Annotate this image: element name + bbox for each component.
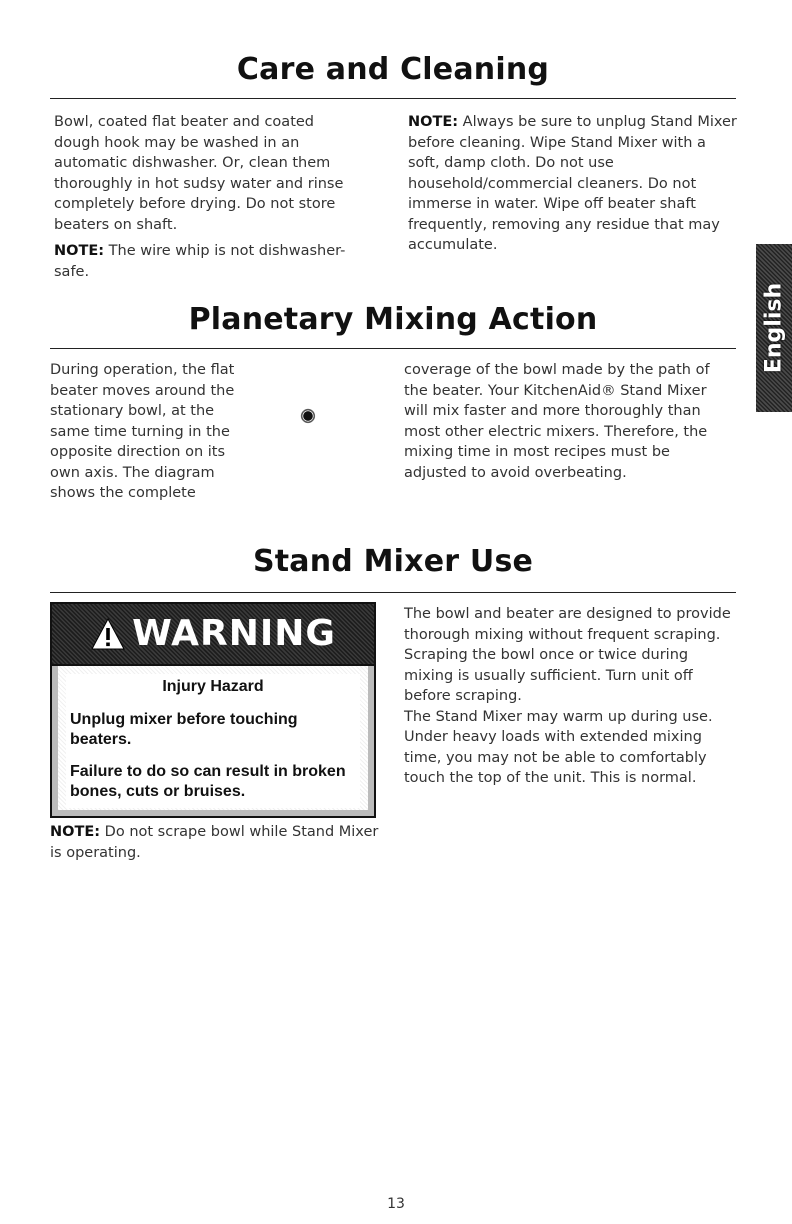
warning-header [52, 604, 374, 666]
mixer-use-paragraph-warmth: The Stand Mixer may warm up during use. Under heavy loads with extended mixing time, you may not be able to comfortably touch the top of the unit. This is normal. [404, 708, 713, 786]
planetary-rule [50, 348, 736, 349]
care-cleaning-whip-note [54, 241, 354, 282]
mixer-use-right-column [404, 604, 738, 789]
note-text: Do not scrape bowl while Stand Mixer is operating. [50, 824, 379, 861]
language-tab-label: English [761, 282, 787, 374]
care-cleaning-left-column [54, 112, 354, 282]
note-text: Always be sure to unplug Stand Mixer before cleaning. Wipe Stand Mixer with a soft, damp cloth. Do not use household/commercial cleaners. Do not immerse in water. Wipe off beater shaft frequently, removing any residue that may accumulate. [408, 114, 737, 253]
care-cleaning-paragraph: Bowl, coated flat beater and coated dough hook may be washed in an automatic dishwasher. Or, clean them thoroughly in hot sudsy water and rinse completely before drying. Do not store beaters on shaft. [54, 114, 344, 233]
warning-triangle-icon [90, 617, 126, 651]
mixer-use-title: Stand Mixer Use [252, 544, 534, 579]
warning-body [52, 666, 374, 816]
planetary-left-text: During operation, the flat beater moves around the stationary bowl, at the same time turning in the opposite direction on its own axis. The diagram shows the complete [50, 362, 235, 501]
bowl-center-dot [303, 411, 313, 421]
note-label: NOTE: [54, 243, 105, 259]
warning-message [66, 674, 360, 808]
planetary-mixing-diagram [240, 348, 376, 484]
hazard-consequence: Failure to do so can result in broken bones, cuts or bruises. [70, 763, 346, 800]
care-cleaning-rule [50, 98, 736, 99]
mixer-use-note [50, 822, 380, 863]
warning-word: WARNING [132, 613, 336, 654]
hazard-instruction: Unplug mixer before touching beaters. [70, 711, 298, 748]
planetary-right-text: coverage of the bowl made by the path of the beater. Your KitchenAid® Stand Mixer will mix faster and more thoroughly than most other electric mixers. Therefore, the mixing time in most recipes must be adjusted to avoid overbeating. [404, 362, 710, 481]
hazard-title: Injury Hazard [162, 678, 264, 695]
mixer-use-rule [50, 592, 736, 593]
page-number: 13 [387, 1196, 405, 1212]
planetary-title: Planetary Mixing Action [188, 302, 598, 337]
care-cleaning-unplug-note [408, 112, 738, 256]
warning-box [50, 602, 376, 818]
note-label: NOTE: [408, 114, 459, 130]
mixer-use-paragraph-scraping: The bowl and beater are designed to provide thorough mixing without frequent scraping. Scraping the bowl once or twice during mixing is usually sufficient. Turn unit off before scraping. [404, 606, 731, 704]
note-label: NOTE: [50, 824, 101, 840]
language-tab [756, 244, 792, 412]
note-text: The wire whip is not dishwasher-safe. [54, 243, 346, 280]
care-cleaning-title: Care and Cleaning [236, 52, 550, 87]
care-cleaning-right-column [408, 112, 738, 256]
